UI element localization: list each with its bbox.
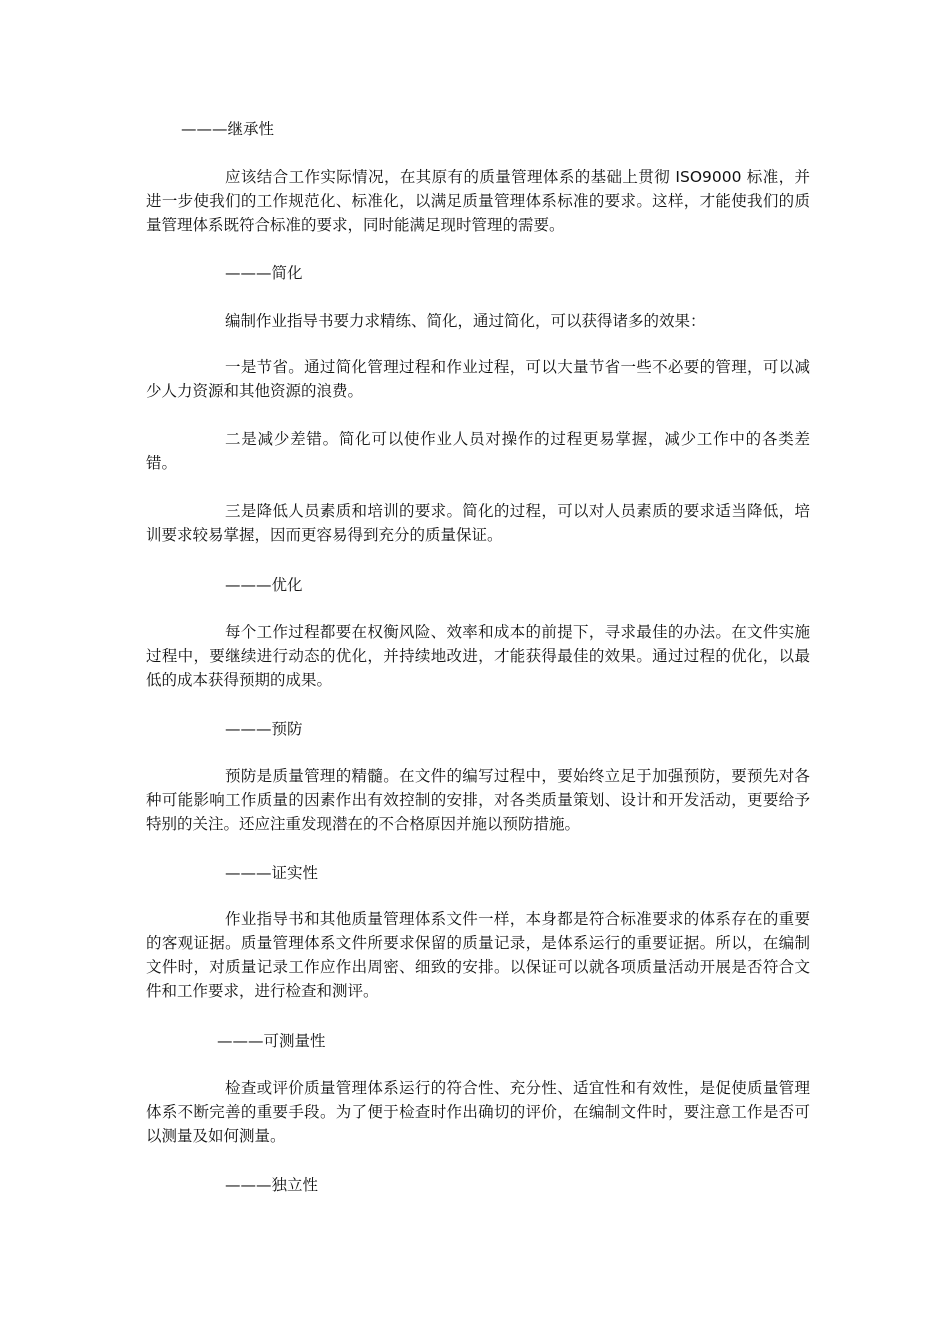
section-heading-prevention: ———预防	[225, 720, 303, 738]
paragraph: 二是减少差错。简化可以使作业人员对操作的过程更易掌握，减少工作中的各类差错。	[146, 430, 810, 472]
paragraph: 每个工作过程都要在权衡风险、效率和成本的前提下，寻求最佳的办法。在文件实施过程中，要继续进行动态的优化，并持续地改进，才能获得最佳的效果。通过过程的优化，以最低的成本获得预期的成果。	[146, 623, 810, 689]
section-heading-optimization: ———优化	[225, 576, 303, 594]
paragraph: 一是节省。通过简化管理过程和作业过程，可以大量节省一些不必要的管理，可以减少人力资源和其他资源的浪费。	[146, 358, 810, 400]
paragraph: 作业指导书和其他质量管理体系文件一样，本身都是符合标准要求的体系存在的重要的客观证据。质量管理体系文件所要求保留的质量记录，是体系运行的重要证据。所以，在编制文件时，对质量记录工作应作出周密、细致的安排。以保证可以就各项质量活动开展是否符合文件和工作要求，进行检查和测评。	[146, 910, 810, 1000]
section-heading-inheritance: ———继承性	[181, 120, 275, 138]
paragraph: 编制作业指导书要力求精练、简化，通过简化，可以获得诸多的效果：	[225, 312, 706, 330]
section-heading-measurability: ———可测量性	[217, 1032, 326, 1050]
section-heading-independence: ———独立性	[225, 1176, 319, 1194]
section-heading-verifiability: ———证实性	[225, 864, 319, 882]
paragraph: 检查或评价质量管理体系运行的符合性、充分性、适宜性和有效性，是促使质量管理体系不断完善的重要手段。为了便于检查时作出确切的评价，在编制文件时，要注意工作是否可以测量及如何测量。	[146, 1079, 810, 1145]
paragraph: 三是降低人员素质和培训的要求。简化的过程，可以对人员素质的要求适当降低，培训要求较易掌握，因而更容易得到充分的质量保证。	[146, 502, 810, 544]
paragraph: 预防是质量管理的精髓。在文件的编写过程中，要始终立足于加强预防，要预先对各种可能影响工作质量的因素作出有效控制的安排，对各类质量策划、设计和开发活动，更要给予特别的关注。还应注重发现潜在的不合格原因并施以预防措施。	[146, 767, 810, 833]
paragraph: 应该结合工作实际情况，在其原有的质量管理体系的基础上贯彻 ISO9000 标准，并进一步使我们的工作规范化、标准化，以满足质量管理体系标准的要求。这样，才能使我们的质量管理体系既符合标准的要求，同时能满足现时管理的需要。	[146, 168, 810, 234]
section-heading-simplification: ———简化	[225, 264, 303, 282]
